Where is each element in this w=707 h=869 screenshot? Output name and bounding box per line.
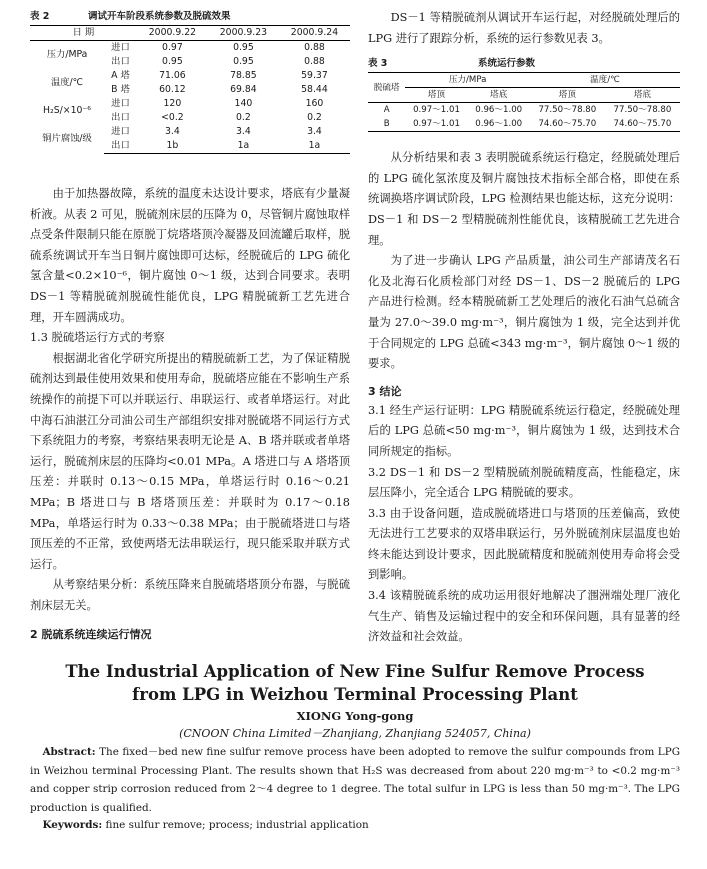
- row-sub: 出口: [111, 56, 130, 67]
- table2-header-item: 日 期: [30, 26, 137, 41]
- right-paragraph-2: 从分析结果和表 3 表明脱硫系统运行稳定，经脱硫处理后的 LPG 硫化氢浓度及铜片腐蚀技术指标全部合格，即使在系统调换塔序调试阶段，LPG 检测结果也能达标，这充分说明：DS－1 和 DS－2 型精脱硫剂性能优良，该精脱硫工艺先进合理。: [368, 151, 680, 247]
- cell: 3.4: [307, 126, 322, 137]
- table3-subheader: 塔底: [468, 88, 530, 103]
- table2-header-date: 2000.9.22: [137, 26, 208, 41]
- table3-subheader: 塔顶: [405, 88, 467, 103]
- table3-number: 表 3: [368, 58, 388, 70]
- author: XIONG Yong-gong: [296, 709, 414, 723]
- english-abstract-block: [30, 660, 680, 831]
- section-2-heading: 2 脱硫系统连续运行情况: [30, 628, 152, 642]
- cell: 74.60～75.70: [530, 117, 605, 132]
- conclusion-3-1: 3.1 经生产运行证明：LPG 精脱硫系统运行稳定，经脱硫处理后的 LPG 总硫<50 mg·m⁻³，铜片腐蚀为 1 级，达到技术合同所规定的指标。: [368, 403, 680, 458]
- row-label: H₂S/×10⁻⁶: [43, 105, 92, 116]
- english-title-line-2: from LPG in Weizhou Terminal Processing Plant: [132, 685, 578, 704]
- tower-label: B: [368, 117, 405, 132]
- abstract-label: Abstract:: [42, 746, 96, 758]
- conclusion-3-4: 3.4 该精脱硫系统的成功运用很好地解决了涠洲端处理厂液化气生产、销售及运输过程中的安全和环保问题，具有显著的经济效益和社会效益。: [368, 589, 680, 644]
- cell: 0.97～1.01: [405, 117, 467, 132]
- cell: 60.12: [159, 84, 186, 95]
- english-title-line-1: The Industrial Application of New Fine Sulfur Remove Process: [65, 662, 645, 681]
- cell: 0.97: [162, 42, 183, 53]
- cell: 1b: [137, 139, 208, 154]
- cell: 0.2: [236, 112, 251, 123]
- right-paragraph-3: 为了进一步确认 LPG 产品质量，油公司生产部请茂名石化及北海石化质检部门对经 DS－1、DS－2 脱硫后的 LPG 产品进行检测。经本精脱硫新工艺处理后的液化石油气总硫含量为 27.0～39.0 mg·m⁻³，铜片腐蚀为 1 级，完全达到并优于合同规定的 LPG 总硫<343 mg·m⁻³，铜片腐蚀 0～1 级的要求。: [368, 254, 680, 371]
- table-row: [30, 69, 350, 83]
- section-3-heading: 3 结论: [368, 384, 402, 398]
- table3-subheader: 塔底: [605, 88, 680, 103]
- table2-caption: [30, 8, 350, 22]
- cell: 3.4: [165, 126, 180, 137]
- cell: 0.96～1.00: [475, 105, 523, 116]
- table-row: [368, 117, 680, 132]
- table-row: [368, 103, 680, 118]
- row-sub: 进口: [111, 126, 130, 137]
- table3-header-tower: 脱硫塔: [368, 73, 405, 103]
- table2: [30, 25, 350, 154]
- row-sub: 进口: [111, 42, 130, 53]
- cell: 78.85: [230, 70, 257, 81]
- abstract-text: The fixed－bed new fine sulfur remove process have been adopted to remove the sulfur compounds from LPG in Weizhou terminal Processing Plant. The results shown that H₂S was decreased from about 220 mg·m⁻³ to <0.2 mg·m⁻³ and copper strip corrosion reduced from 2～4 degree to 1 degree. The total sulfur in LPG is less than 50 mg·m⁻³. The LPG production is qualified.: [30, 746, 680, 814]
- cell: 0.88: [304, 42, 325, 53]
- cell: <0.2: [161, 112, 184, 123]
- table3-title: 系统运行参数: [478, 58, 536, 70]
- table2-number: 表 2: [30, 11, 50, 22]
- cell: 160: [305, 98, 324, 109]
- table2-header-date: 2000.9.23: [208, 26, 279, 41]
- row-label: 温度/℃: [50, 77, 84, 88]
- tower-label: A: [383, 105, 390, 116]
- table3-header-temperature: 温度/℃: [530, 73, 680, 88]
- cell: 0.2: [307, 112, 322, 123]
- left-column: [30, 8, 350, 644]
- table3: [368, 72, 680, 132]
- keywords: [42, 819, 680, 831]
- keywords-text: fine sulfur remove; process; industrial application: [102, 819, 369, 831]
- cell: 69.84: [230, 84, 257, 95]
- row-sub: 出口: [111, 112, 130, 123]
- row-sub: B 塔: [111, 84, 130, 95]
- table2-title: 调试开车阶段系统参数及脱硫效果: [88, 11, 231, 22]
- left-paragraph-1: 由于加热器故障，系统的温度未达设计要求，塔底有少量凝析液。从表 2 可见，脱硫剂床层的压降为 0，尽管铜片腐蚀取样点受条件限制只能在原脱丁烷塔塔顶冷凝器及回流罐后取样，脱硫系统调试开车当日铜片腐蚀即可达标，经脱硫后的 LPG 硫化氢含量<0.2×10⁻⁶，铜片腐蚀 0～1 级，达到合同要求。表明 DS－1 等精脱硫剂脱硫性能优良，LPG 精脱硫新工艺先进合理，开车圆满成功。: [30, 187, 350, 324]
- cell: 77.50～78.80: [538, 105, 597, 116]
- left-paragraph-3: 从考察结果分析：系统压降来自脱硫塔塔顶分布器，与脱硫剂床层无关。: [30, 578, 350, 612]
- table3-subheader: 塔顶: [530, 88, 605, 103]
- right-column: [368, 8, 680, 648]
- cell: 0.95: [233, 42, 254, 53]
- cell: 0.95: [233, 56, 254, 67]
- table-row: [30, 97, 350, 111]
- row-sub: A 塔: [111, 70, 130, 81]
- cell: 71.06: [159, 70, 186, 81]
- row-label: 铜片腐蚀/级: [42, 133, 92, 145]
- cell: 0.95: [162, 56, 183, 67]
- cell: 3.4: [236, 126, 251, 137]
- cell: 120: [163, 98, 182, 109]
- section-1-3-heading: 1.3 脱硫塔运行方式的考察: [30, 331, 165, 345]
- cell: 140: [234, 98, 253, 109]
- table-row: [30, 41, 350, 56]
- cell: 58.44: [301, 84, 328, 95]
- left-paragraph-2: 根据湖北省化学研究所提出的精脱硫新工艺，为了保证精脱硫剂达到最佳使用效果和使用寿命，脱硫塔应能在不影响生产系统操作的前提下可以并联运行、串联运行、或者单塔运行。对此中海石油湛江分司油公司生产部组织安排对脱硫塔不同运行方式下系统阻力的考察，考察结果表明无论是 A、B 塔并联或者单塔运行，脱硫剂床层的压降均<0.01 MPa。A 塔进口与 A 塔塔顶压差：并联时 0.13～0.15 MPa，单塔运行时 0.16～0.21 MPa；B 塔进口与 B 塔塔顶压差：并联时为 0.17～0.18 MPa，单塔运行时为 0.33～0.38 MPa；由于脱硫塔进口与塔顶压差的不正常，致使两塔无法串联运行，现只能采取并联方式运行。: [30, 351, 350, 571]
- cell: 0.88: [304, 56, 325, 67]
- row-label: 压力/MPa: [46, 49, 88, 60]
- cell: 77.50～78.80: [613, 105, 672, 116]
- conclusion-3-2: 3.2 DS－1 和 DS－2 型精脱硫剂脱硫精度高，性能稳定，床层压降小，完全适合 LPG 精脱硫的要求。: [368, 465, 680, 500]
- cell: 0.97～1.01: [413, 105, 460, 116]
- table-row: [30, 125, 350, 139]
- row-sub: 出口: [104, 139, 137, 154]
- cell: 0.96～1.00: [468, 117, 530, 132]
- cell: 74.60～75.70: [605, 117, 680, 132]
- cell: 1a: [208, 139, 279, 154]
- conclusion-3-3: 3.3 由于设备问题，造成脱硫塔进口与塔顶的压差偏高，致使无法进行工艺要求的双塔串联运行，另外脱硫剂床层温度也始终未能达到设计要求，因此脱硫精度和脱硫剂使用寿命将会受到影响。: [368, 506, 680, 582]
- right-paragraph-1: DS－1 等精脱硫剂从调试开车运行起，对经脱硫处理后的 LPG 进行了跟踪分析，系统的运行参数见表 3。: [368, 11, 680, 45]
- keywords-label: Keywords:: [42, 819, 103, 831]
- affiliation: (CNOON China Limited－Zhanjiang, Zhanjiang 524057, China): [179, 727, 531, 740]
- abstract: [30, 743, 680, 817]
- table3-header-pressure: 压力/MPa: [405, 73, 529, 88]
- row-sub: 进口: [111, 98, 130, 109]
- table2-header-date: 2000.9.24: [279, 26, 350, 41]
- table3-caption: [368, 55, 680, 69]
- cell: 59.37: [301, 70, 328, 81]
- cell: 1a: [279, 139, 350, 154]
